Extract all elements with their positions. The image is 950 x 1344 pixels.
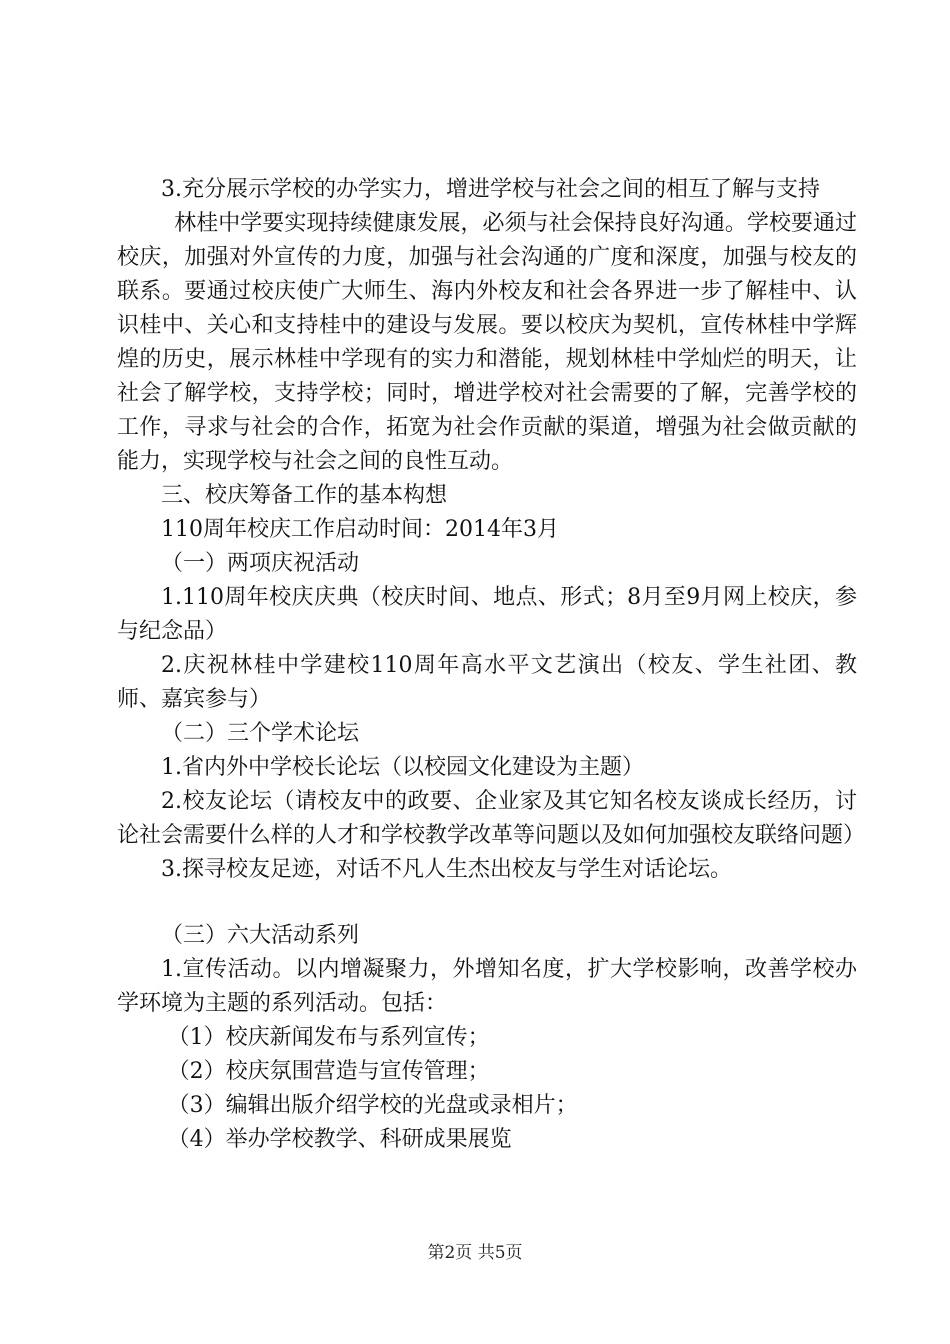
paragraph-item: 3.探寻校友足迹，对话不凡人生杰出校友与学生对话论坛。 bbox=[161, 857, 732, 882]
list-item: （3）编辑出版介绍学校的光盘或录相片； bbox=[167, 1093, 578, 1118]
paragraph-item: 1.110周年校庆庆典（校庆时间、地点、形式；8月至9月网上校庆，参与纪念品） bbox=[117, 585, 857, 644]
list-item: （4）举办学校教学、科研成果展览 bbox=[167, 1127, 512, 1152]
paragraph-start-time: 110周年校庆工作启动时间：2014年3月 bbox=[161, 517, 559, 542]
paragraph-item: 2.庆祝林桂中学建校110周年高水平文艺演出（校友、学生社团、教师、嘉宾参与） bbox=[117, 653, 857, 712]
subsection-heading-1: （一）两项庆祝活动 bbox=[161, 551, 360, 576]
subsection-heading-2: （二）三个学术论坛 bbox=[161, 721, 360, 746]
document-body bbox=[117, 173, 866, 1157]
paragraph-body: 林桂中学要实现持续健康发展，必须与社会保持良好沟通。学校要通过校庆，加强对外宣传的力度，加强与社会沟通的广度和深度，加强与校友的联系。要通过校庆使广大师生、海内外校友和社会各界进一步了解桂中、认识桂中、关心和支持桂中的建设与发展。要以校庆为契机，宣传林桂中学辉煌的历史，展示林桂中学现有的实力和潜能，规划林桂中学灿烂的明天，让社会了解学校，支持学校；同时，增进学校对社会需要的了解，完善学校的工作，寻求与社会的合作，拓宽为社会作贡献的渠道，增强为社会做贡献的能力，实现学校与社会之间的良性互动。 bbox=[117, 211, 857, 474]
blank-line bbox=[117, 887, 857, 919]
page-footer: 第2页 共5页 bbox=[427, 1243, 523, 1263]
paragraph-item: 1.宣传活动。以内增凝聚力，外增知名度，扩大学校影响，改善学校办学环境为主题的系列活动。包括： bbox=[117, 957, 857, 1016]
section-heading: 三、校庆筹备工作的基本构想 bbox=[161, 483, 448, 508]
list-item: （2）校庆氛围营造与宣传管理； bbox=[167, 1059, 490, 1084]
paragraph-item: 2.校友论坛（请校友中的政要、企业家及其它知名校友谈成长经历，讨论社会需要什么样的人才和学校教学改革等问题以及如何加强校友联络问题） bbox=[117, 789, 866, 848]
list-item: （1）校庆新闻发布与系列宣传； bbox=[167, 1025, 490, 1050]
paragraph-heading-3: 3.充分展示学校的办学实力，增进学校与社会之间的相互了解与支持 bbox=[161, 177, 820, 202]
paragraph-item: 1.省内外中学校长论坛（以校园文化建设为主题） bbox=[161, 755, 644, 780]
subsection-heading-3: （三）六大活动系列 bbox=[161, 923, 360, 948]
